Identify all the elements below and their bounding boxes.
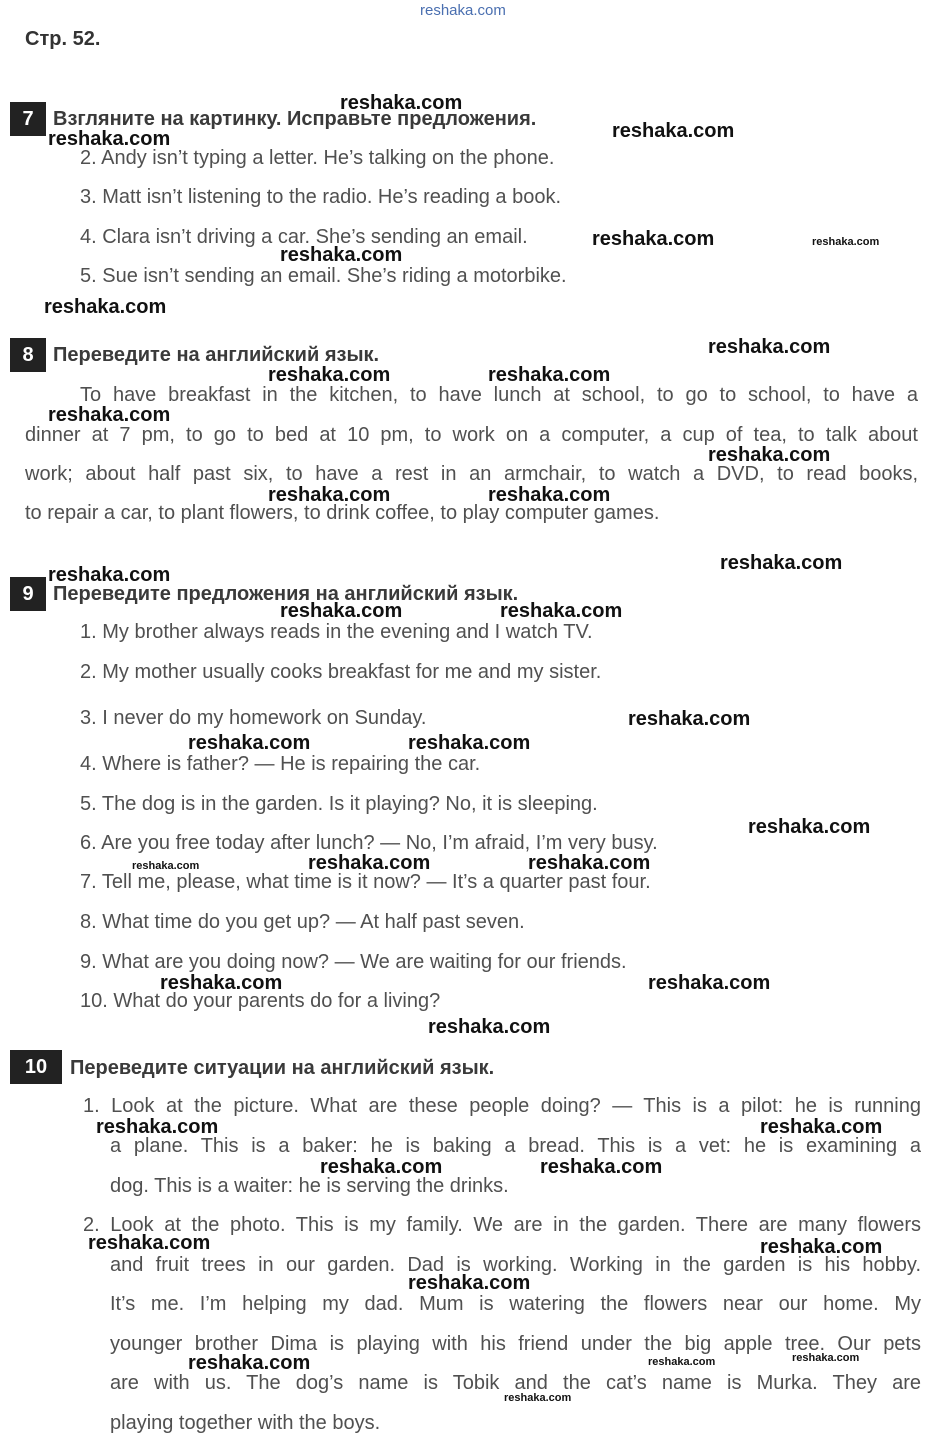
watermark: reshaka.com: [760, 1116, 883, 1138]
exercise-10-item1-line: 1. Look at the picture. What are these people doing? — This is a pilot: he is running: [83, 1095, 921, 1117]
page-label: Стр. 52.: [25, 28, 101, 50]
exercise-9-item: 10. What do your parents do for a living?: [80, 990, 441, 1012]
exercise-9-heading: Переведите предложения на английский язык.: [53, 583, 519, 605]
watermark: reshaka.com: [188, 732, 311, 754]
watermark: reshaka.com: [280, 600, 403, 622]
exercise-7-item: 5. Sue isn’t sending an email. She’s riding a motorbike.: [80, 265, 567, 287]
exercise-9-item: 8. What time do you get up? — At half past seven.: [80, 911, 525, 933]
watermark: reshaka.com: [792, 1352, 860, 1364]
exercise-9-item: 3. I never do my homework on Sunday.: [80, 707, 427, 729]
exercise-10-item2-line: younger brother Dima is playing with his friend under the big apple tree. Our pets: [110, 1333, 921, 1355]
exercise-10-item2-line: are with us. The dog’s name is Tobik and the cat’s name is Murka. They are: [110, 1372, 921, 1394]
watermark: reshaka.com: [540, 1156, 663, 1178]
exercise-10-item2-line: and fruit trees in our garden. Dad is working. Working in the garden is his hobby.: [110, 1254, 921, 1276]
watermark: reshaka.com: [48, 404, 171, 426]
exercise-10-item1-line: a plane. This is a baker: he is baking a bread. This is a vet: he is examining a: [110, 1135, 921, 1157]
watermark: reshaka.com: [408, 732, 531, 754]
watermark: reshaka.com: [160, 972, 283, 994]
watermark: reshaka.com: [44, 296, 167, 318]
watermark: reshaka.com: [488, 364, 611, 386]
exercise-8-line: dinner at 7 pm, to go to bed at 10 pm, to work on a computer, a cup of tea, to talk about: [25, 424, 918, 446]
top-watermark: reshaka.com: [420, 2, 506, 19]
exercise-7-item: 4. Clara isn’t driving a car. She’s sending an email.: [80, 226, 528, 248]
watermark: reshaka.com: [48, 564, 171, 586]
exercise-10-item2-line: It’s me. I’m helping my dad. Mum is watering the flowers near our home. My: [110, 1293, 921, 1315]
exercise-8-line: To have breakfast in the kitchen, to have lunch at school, to go to school, to have a: [80, 384, 918, 406]
exercise-7-item: 3. Matt isn’t listening to the radio. He’s reading a book.: [80, 186, 562, 208]
watermark: reshaka.com: [504, 1392, 572, 1404]
watermark: reshaka.com: [708, 336, 831, 358]
watermark: reshaka.com: [648, 1356, 716, 1368]
watermark: reshaka.com: [592, 228, 715, 250]
watermark: reshaka.com: [188, 1352, 311, 1374]
watermark: reshaka.com: [308, 852, 431, 874]
exercise-10-heading: Переведите ситуации на английский язык.: [70, 1057, 495, 1079]
watermark: reshaka.com: [428, 1016, 551, 1038]
watermark: reshaka.com: [320, 1156, 443, 1178]
watermark: reshaka.com: [708, 444, 831, 466]
exercise-7-badge: 7: [10, 102, 46, 136]
watermark: reshaka.com: [268, 364, 391, 386]
exercise-9-item: 7. Tell me, please, what time is it now? — It’s a quarter past four.: [80, 871, 651, 893]
exercise-7-item: 2. Andy isn’t typing a letter. He’s talking on the phone.: [80, 147, 555, 169]
exercise-8-heading: Переведите на английский язык.: [53, 344, 380, 366]
watermark: reshaka.com: [648, 972, 771, 994]
watermark: reshaka.com: [748, 816, 871, 838]
exercise-8-line: to repair a car, to plant flowers, to drink coffee, to play computer games.: [25, 502, 660, 524]
watermark: reshaka.com: [340, 92, 463, 114]
watermark: reshaka.com: [48, 128, 171, 150]
exercise-9-item: 9. What are you doing now? — We are waiting for our friends.: [80, 951, 627, 973]
exercise-8-line: work; about half past six, to have a rest in an armchair, to watch a DVD, to read books,: [25, 463, 918, 485]
exercise-10-item1-line: dog. This is a waiter: he is serving the drinks.: [110, 1175, 509, 1197]
watermark: reshaka.com: [612, 120, 735, 142]
watermark: reshaka.com: [812, 236, 880, 248]
watermark: reshaka.com: [280, 244, 403, 266]
exercise-9-item: 4. Where is father? — He is repairing the car.: [80, 753, 481, 775]
exercise-9-badge: 9: [10, 577, 46, 611]
watermark: reshaka.com: [408, 1272, 531, 1294]
watermark: reshaka.com: [132, 860, 200, 872]
exercise-9-item: 2. My mother usually cooks breakfast for me and my sister.: [80, 661, 602, 683]
watermark: reshaka.com: [96, 1116, 219, 1138]
watermark: reshaka.com: [268, 484, 391, 506]
exercise-9-item: 5. The dog is in the garden. Is it playing? No, it is sleeping.: [80, 793, 598, 815]
exercise-10-badge: 10: [10, 1050, 62, 1084]
watermark: reshaka.com: [760, 1236, 883, 1258]
watermark: reshaka.com: [720, 552, 843, 574]
watermark: reshaka.com: [88, 1232, 211, 1254]
watermark: reshaka.com: [500, 600, 623, 622]
exercise-9-item: 6. Are you free today after lunch? — No, I’m afraid, I’m very busy.: [80, 832, 658, 854]
exercise-9-item: 1. My brother always reads in the evening and I watch TV.: [80, 621, 593, 643]
exercise-10-item2-line: playing together with the boys.: [110, 1412, 381, 1434]
watermark: reshaka.com: [488, 484, 611, 506]
exercise-7-heading: Взгляните на картинку. Исправьте предложения.: [53, 108, 537, 130]
watermark: reshaka.com: [528, 852, 651, 874]
exercise-10-item2-line: 2. Look at the photo. This is my family. We are in the garden. There are many flowers: [83, 1214, 921, 1236]
watermark: reshaka.com: [628, 708, 751, 730]
exercise-8-badge: 8: [10, 338, 46, 372]
